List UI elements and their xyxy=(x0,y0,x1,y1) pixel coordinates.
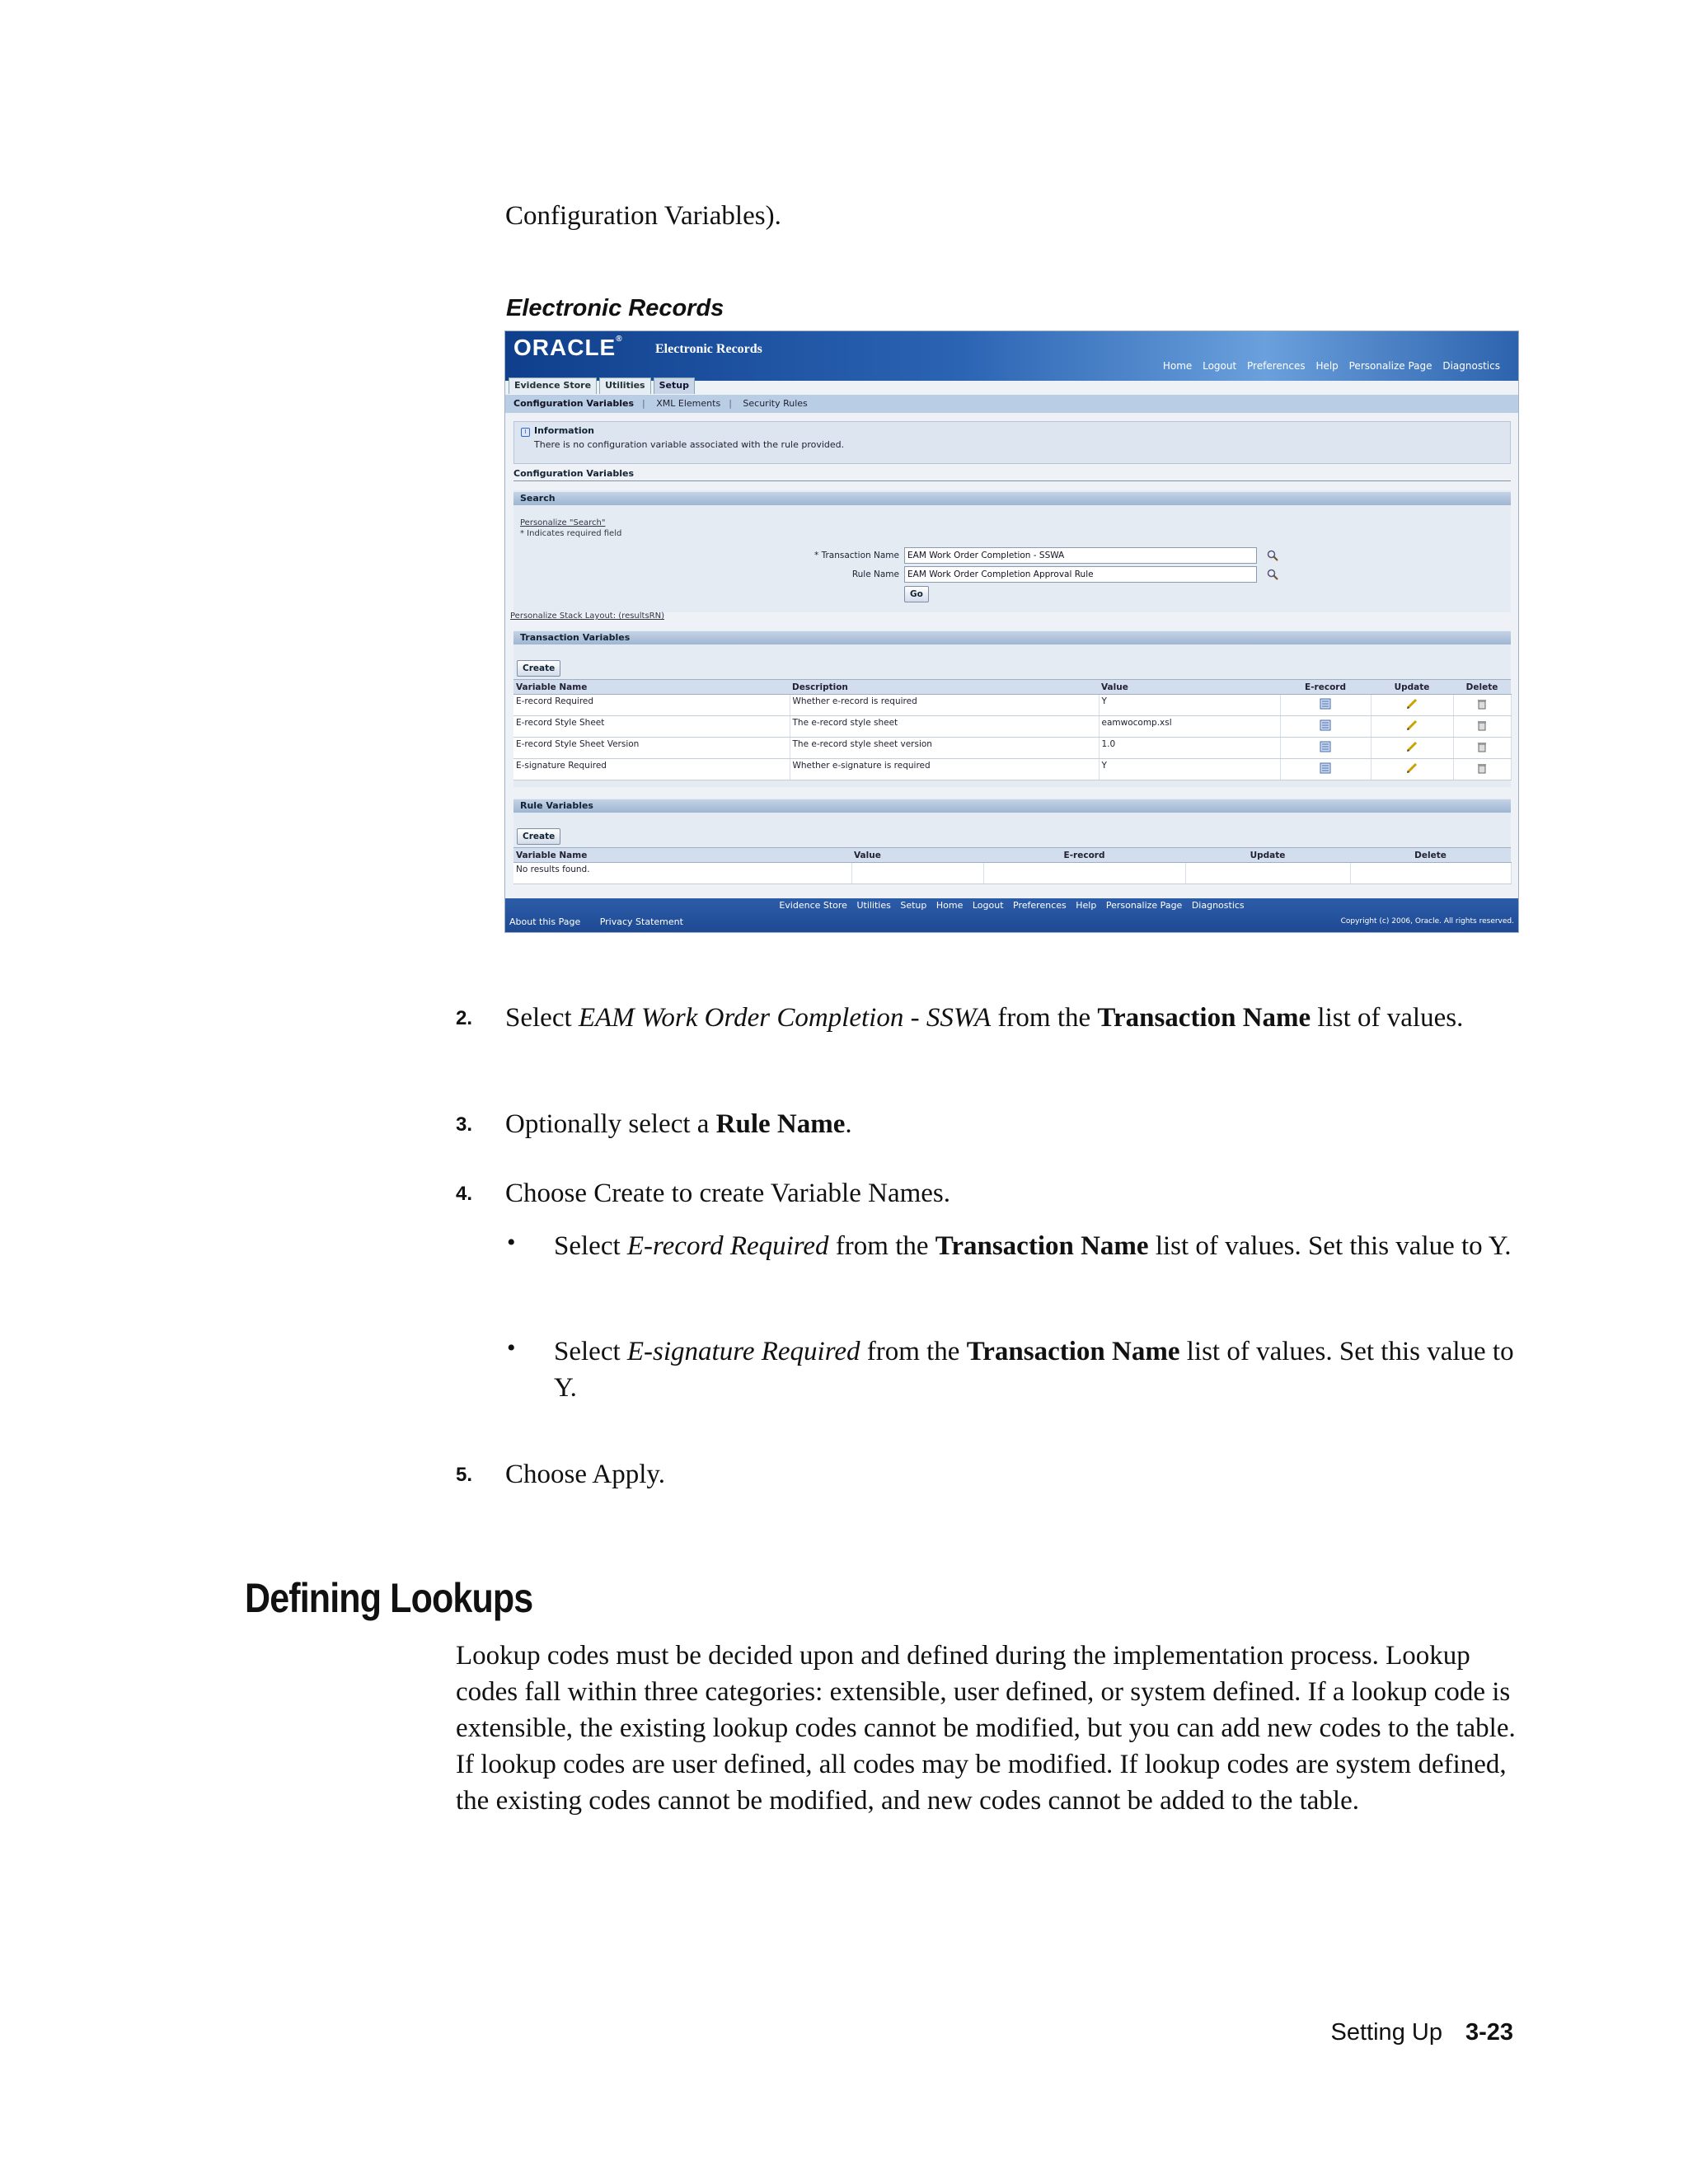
column-header: Value xyxy=(851,848,983,863)
info-icon: i xyxy=(521,428,530,437)
update-pencil-icon[interactable] xyxy=(1406,719,1418,731)
bullet-marker: • xyxy=(507,1334,516,1361)
bullet-1: Select E-record Required from the Transaction Name list of values. Set this value to Y. xyxy=(554,1231,1512,1261)
global-link-diagnostics[interactable]: Diagnostics xyxy=(1442,360,1500,372)
copyright-text: Copyright (c) 2006, Oracle. All rights reserved. xyxy=(1340,917,1514,926)
transaction-name-label: * Transaction Name xyxy=(814,551,899,560)
transaction-name-input[interactable]: EAM Work Order Completion - SSWA xyxy=(904,547,1257,564)
erecord-icon[interactable] xyxy=(1320,741,1331,752)
column-header: Update xyxy=(1185,848,1350,863)
description-cell: Whether e-record is required xyxy=(790,695,1099,716)
table-row xyxy=(513,863,1511,884)
update-pencil-icon[interactable] xyxy=(1406,762,1418,774)
erecord-icon[interactable] xyxy=(1320,698,1331,710)
footer-bar xyxy=(505,898,1518,932)
variable-name-cell: E-record Required xyxy=(513,695,790,716)
footer-link-diagnostics[interactable]: Diagnostics xyxy=(1191,900,1245,911)
rule-name-label: Rule Name xyxy=(851,569,899,579)
section-heading: Defining Lookups xyxy=(245,1575,533,1621)
column-header: E-record xyxy=(983,848,1185,863)
erecord-icon[interactable] xyxy=(1320,719,1331,731)
footer-link-preferences[interactable]: Preferences xyxy=(1013,900,1067,911)
variable-name-cell: E-signature Required xyxy=(513,759,790,780)
step-5: Choose Apply. xyxy=(505,1460,666,1489)
section-paragraph: Lookup codes must be decided upon and defined during the implementation process. Lookup codes fall within three categories: extensible, user defined, or system defined. If a lookup code is extensible, the existing lookup codes cannot be modified, but you can add new codes to the table. If lookup codes are user defined, all codes may be modified. If lookup codes are system defined, the existing codes cannot be modified, and new codes cannot be added to the table. xyxy=(456,1641,1516,1816)
privacy-statement-link[interactable]: Privacy Statement xyxy=(599,916,683,927)
bullet-2: Select E-signature Required from the Transaction Name list of values. Set this value to Y. xyxy=(554,1337,1514,1403)
subtab-configuration-variables[interactable]: Configuration Variables xyxy=(513,398,635,409)
info-message: There is no configuration variable associated with the rule provided. xyxy=(534,439,845,450)
search-header: Search xyxy=(513,492,1511,505)
go-button[interactable]: Go xyxy=(904,586,929,602)
tab-setup[interactable]: Setup xyxy=(654,377,695,394)
global-link-logout[interactable]: Logout xyxy=(1203,360,1237,372)
figure-caption: Electronic Records xyxy=(506,295,724,321)
intro-text: Configuration Variables). xyxy=(505,201,781,231)
column-header: Variable Name xyxy=(513,848,851,863)
transaction-search-icon[interactable] xyxy=(1267,550,1278,561)
step-number: 4. xyxy=(456,1183,473,1205)
rule-variables-table xyxy=(513,847,1512,884)
tab-evidence-store[interactable]: Evidence Store xyxy=(509,377,597,394)
footer-link-logout[interactable]: Logout xyxy=(972,900,1004,911)
value-cell: Y xyxy=(1099,759,1280,780)
description-cell: Whether e-signature is required xyxy=(790,759,1099,780)
footer-link-help[interactable]: Help xyxy=(1076,900,1097,911)
info-box xyxy=(513,421,1511,464)
create-transaction-variable-button[interactable]: Create xyxy=(517,660,560,677)
value-cell: eamwocomp.xsl xyxy=(1099,716,1280,738)
global-links xyxy=(1156,360,1500,372)
column-header: Variable Name xyxy=(513,680,790,695)
footer-link-home[interactable]: Home xyxy=(935,900,964,911)
value-cell: 1.0 xyxy=(1099,738,1280,759)
table-row xyxy=(513,695,1511,716)
footer-link-evidence-store[interactable]: Evidence Store xyxy=(779,900,847,911)
transaction-variables-header: Transaction Variables xyxy=(513,631,1511,644)
delete-trash-icon[interactable] xyxy=(1476,741,1488,752)
column-header: Description xyxy=(790,680,1099,695)
rule-variables-header: Rule Variables xyxy=(513,799,1511,813)
tab-utilities[interactable]: Utilities xyxy=(599,377,651,394)
chapter-name: Setting Up xyxy=(1330,2019,1442,2046)
create-rule-variable-button[interactable]: Create xyxy=(517,828,560,845)
description-cell: The e-record style sheet version xyxy=(790,738,1099,759)
transaction-variables-table xyxy=(513,679,1512,780)
footer-links xyxy=(505,900,1518,911)
delete-trash-icon[interactable] xyxy=(1476,698,1488,710)
personalize-search-link[interactable]: Personalize "Search" xyxy=(520,518,606,527)
column-header: Delete xyxy=(1453,680,1511,695)
step-number: 5. xyxy=(456,1464,473,1486)
global-link-personalize-page[interactable]: Personalize Page xyxy=(1348,360,1432,372)
info-title: Information xyxy=(534,425,594,436)
global-link-preferences[interactable]: Preferences xyxy=(1247,360,1306,372)
description-cell: The e-record style sheet xyxy=(790,716,1099,738)
delete-trash-icon[interactable] xyxy=(1476,762,1488,774)
column-header: Delete xyxy=(1350,848,1511,863)
footer-link-personalize-page[interactable]: Personalize Page xyxy=(1105,900,1183,911)
table-row xyxy=(513,716,1511,738)
column-header: Value xyxy=(1099,680,1280,695)
step-number: 2. xyxy=(456,1007,473,1029)
bullet-marker: • xyxy=(507,1229,516,1256)
step-number: 3. xyxy=(456,1113,473,1136)
global-link-help[interactable]: Help xyxy=(1315,360,1339,372)
rule-name-input[interactable]: EAM Work Order Completion Approval Rule xyxy=(904,566,1257,583)
oracle-logo: ORACLE® xyxy=(513,335,623,360)
electronic-records-screenshot xyxy=(504,330,1519,933)
variable-name-cell: E-record Style Sheet Version xyxy=(513,738,790,759)
no-results-cell: No results found. xyxy=(513,863,851,884)
header-banner xyxy=(505,331,1518,381)
subtab-security-rules[interactable]: Security Rules xyxy=(743,398,808,409)
update-pencil-icon[interactable] xyxy=(1406,698,1418,710)
footer-link-setup[interactable]: Setup xyxy=(900,900,927,911)
personalize-stack-link[interactable]: Personalize Stack Layout: (resultsRN) xyxy=(510,612,665,621)
column-header: E-record xyxy=(1280,680,1371,695)
column-header: Update xyxy=(1371,680,1453,695)
step-3: Optionally select a Rule Name. xyxy=(505,1109,852,1139)
app-title: Electronic Records xyxy=(655,342,762,356)
subtab-xml-elements[interactable]: XML Elements xyxy=(656,398,721,409)
table-row xyxy=(513,759,1511,780)
page-number: 3-23 xyxy=(1465,2019,1513,2046)
footer-link-utilities[interactable]: Utilities xyxy=(856,900,891,911)
step-4: Choose Create to create Variable Names. xyxy=(505,1179,951,1208)
subtab-bar: Configuration Variables | XML Elements | Security Rules xyxy=(505,395,1518,413)
variable-name-cell: E-record Style Sheet xyxy=(513,716,790,738)
tab-bar xyxy=(509,377,697,396)
global-link-home[interactable]: Home xyxy=(1162,360,1193,372)
section-title: Configuration Variables xyxy=(513,468,635,479)
erecord-icon[interactable] xyxy=(1320,762,1331,774)
table-row xyxy=(513,738,1511,759)
required-note: * Indicates required field xyxy=(520,529,622,538)
delete-trash-icon[interactable] xyxy=(1476,719,1488,731)
rule-search-icon[interactable] xyxy=(1267,569,1278,580)
about-page-link[interactable]: About this Page xyxy=(509,916,581,927)
step-2: Select EAM Work Order Completion - SSWA from the Transaction Name list of values. xyxy=(505,1003,1464,1033)
update-pencil-icon[interactable] xyxy=(1406,741,1418,752)
page-footer xyxy=(1331,2019,1513,2046)
value-cell: Y xyxy=(1099,695,1280,716)
